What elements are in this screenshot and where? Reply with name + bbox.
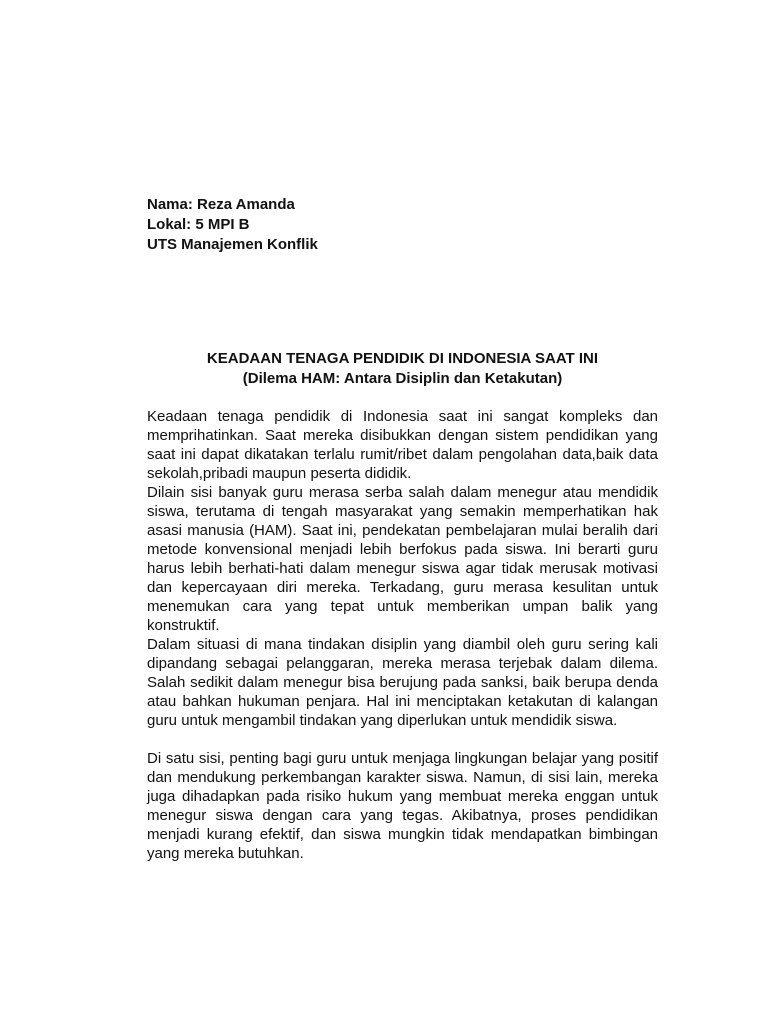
- student-name: Nama: Reza Amanda: [147, 196, 295, 213]
- paragraph-1: Keadaan tenaga pendidik di Indonesia saat ini sangat kompleks dan memprihatinkan. Saat mereka disibukkan dengan sistem pendidikan yang saat ini dapat dikatakan terlalu rumit/ribet dalam pengolahan data,baik data sekolah,pribadi maupun peserta dididik.: [147, 408, 658, 482]
- paragraph-4: Di satu sisi, penting bagi guru untuk menjaga lingkungan belajar yang positif dan mendukung perkembangan karakter siswa. Namun, di sisi lain, mereka juga dihadapkan pada risiko hukum yang membuat mereka enggan untuk menegur siswa dengan cara yang tegas. Akibatnya, proses pendidikan menjadi kurang efektif, dan siswa mungkin tidak mendapatkan bimbingan yang mereka butuhkan.: [147, 750, 658, 862]
- student-class: Lokal: 5 MPI B: [147, 216, 250, 233]
- paragraph-2: Dilain sisi banyak guru merasa serba salah dalam menegur atau mendidik siswa, terutama di tengah masyarakat yang semakin memperhatikan hak asasi manusia (HAM). Saat ini, pendekatan pembelajaran mulai beralih dari metode konvensional menjadi lebih berfokus pada siswa. Ini berarti guru harus lebih berhati-hati dalam menegur siswa agar tidak merusak motivasi dan kepercayaan diri mereka. Terkadang, guru merasa kesulitan untuk menemukan cara yang tepat untuk memberikan umpan balik yang konstruktif.: [147, 484, 658, 634]
- exam-title: UTS Manajemen Konflik: [147, 236, 318, 253]
- essay-title: KEADAAN TENAGA PENDIDIK DI INDONESIA SAAT INI: [206, 350, 599, 367]
- student-info: [147, 195, 617, 255]
- essay-title-block: [147, 349, 658, 389]
- essay-subtitle: (Dilema HAM: Antara Disiplin dan Ketakutan): [242, 370, 563, 387]
- paragraph-3: Dalam situasi di mana tindakan disiplin yang diambil oleh guru sering kali dipandang sebagai pelanggaran, mereka merasa terjebak dalam dilema. Salah sedikit dalam menegur bisa berujung pada sanksi, baik berupa denda atau bahkan hukuman penjara. Hal ini menciptakan ketakutan di kalangan guru untuk mengambil tindakan yang diperlukan untuk mendidik siswa.: [147, 636, 658, 729]
- paragraph-spacer: [147, 730, 658, 749]
- essay-body: [147, 407, 658, 863]
